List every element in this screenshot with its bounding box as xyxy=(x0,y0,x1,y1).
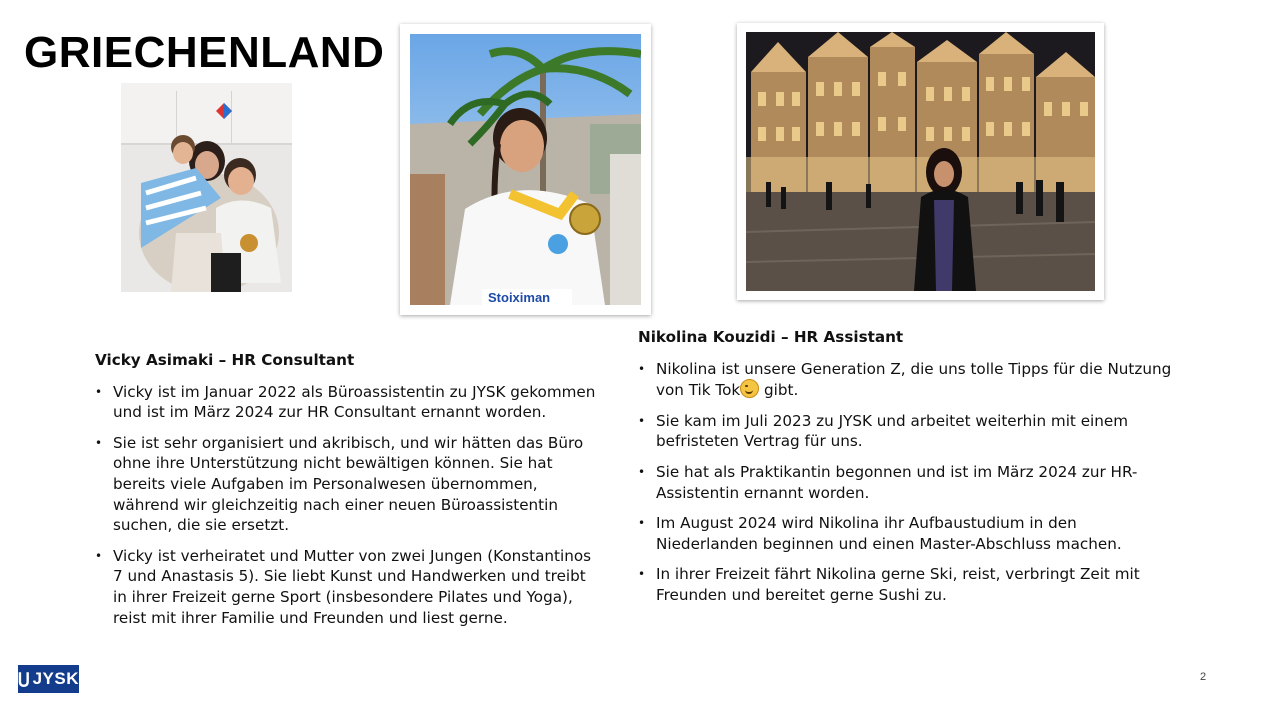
vicky-heading: Vicky Asimaki – HR Consultant xyxy=(95,351,355,369)
marathon-medal-photo xyxy=(400,24,651,315)
list-item: • Sie ist sehr organisiert und akribisch, und wir hätten das Büro ohne ihre Unterstützung nicht bewältigen können. Sie hat bereits viele Aufgaben im Personalwesen übernommen, während wir gleichzeitig nach einer neuen Büroassistentin suchen, die sie ersetzt. xyxy=(95,433,600,536)
nikolina-bullet-list xyxy=(638,359,1183,606)
list-item: • Im August 2024 wird Nikolina ihr Aufbaustudium in den Niederlanden beginnen und einen Master-Abschluss machen. xyxy=(638,513,1183,554)
jysk-emblem-icon xyxy=(18,670,31,688)
bullet-text: Nikolina ist unsere Generation Z, die uns tolle Tipps für die Nutzung von Tik Tok xyxy=(656,359,1172,400)
svg-text:Stoiximan: Stoiximan xyxy=(488,290,551,305)
list-item: • Vicky ist im Januar 2022 als Büroassistentin zu JYSK gekommen und ist im März 2024 zur HR Consultant ernannt worden. xyxy=(95,382,600,423)
city-square-night-photo xyxy=(737,23,1104,300)
list-item: • In ihrer Freizeit fährt Nikolina gerne Ski, reist, verbringt Zeit mit Freunden und bereitet gerne Sushi zu. xyxy=(638,564,1183,605)
list-item: • Sie hat als Praktikantin begonnen und ist im März 2024 zur HR-Assistentin ernannt worden. xyxy=(638,462,1183,503)
list-item xyxy=(638,359,1183,401)
list-item: • Sie kam im Juli 2023 zu JYSK und arbeitet weiterhin mit einem befristeten Vertrag für uns. xyxy=(638,411,1183,452)
bullet-text: gibt. xyxy=(759,381,799,400)
winking-face-emoji-icon xyxy=(740,379,759,398)
nikolina-profile xyxy=(638,327,1183,616)
family-photo xyxy=(121,83,292,292)
slide-title: GRIECHENLAND xyxy=(24,28,385,77)
logo-text: JYSK xyxy=(32,669,79,688)
vicky-profile xyxy=(95,350,600,638)
vicky-bullet-list xyxy=(95,382,600,629)
page-number: 2 xyxy=(1200,671,1207,683)
jysk-logo xyxy=(18,665,79,693)
nikolina-heading: Nikolina Kouzidi – HR Assistant xyxy=(638,328,904,346)
list-item: • Vicky ist verheiratet und Mutter von zwei Jungen (Konstantinos 7 und Anastasis 5). Sie liebt Kunst und Handwerken und treibt in ihrer Freizeit gerne Sport (insbesondere Pilates und Yoga), reist mit ihrer Familie und Freunden und liest gerne. xyxy=(95,546,600,628)
